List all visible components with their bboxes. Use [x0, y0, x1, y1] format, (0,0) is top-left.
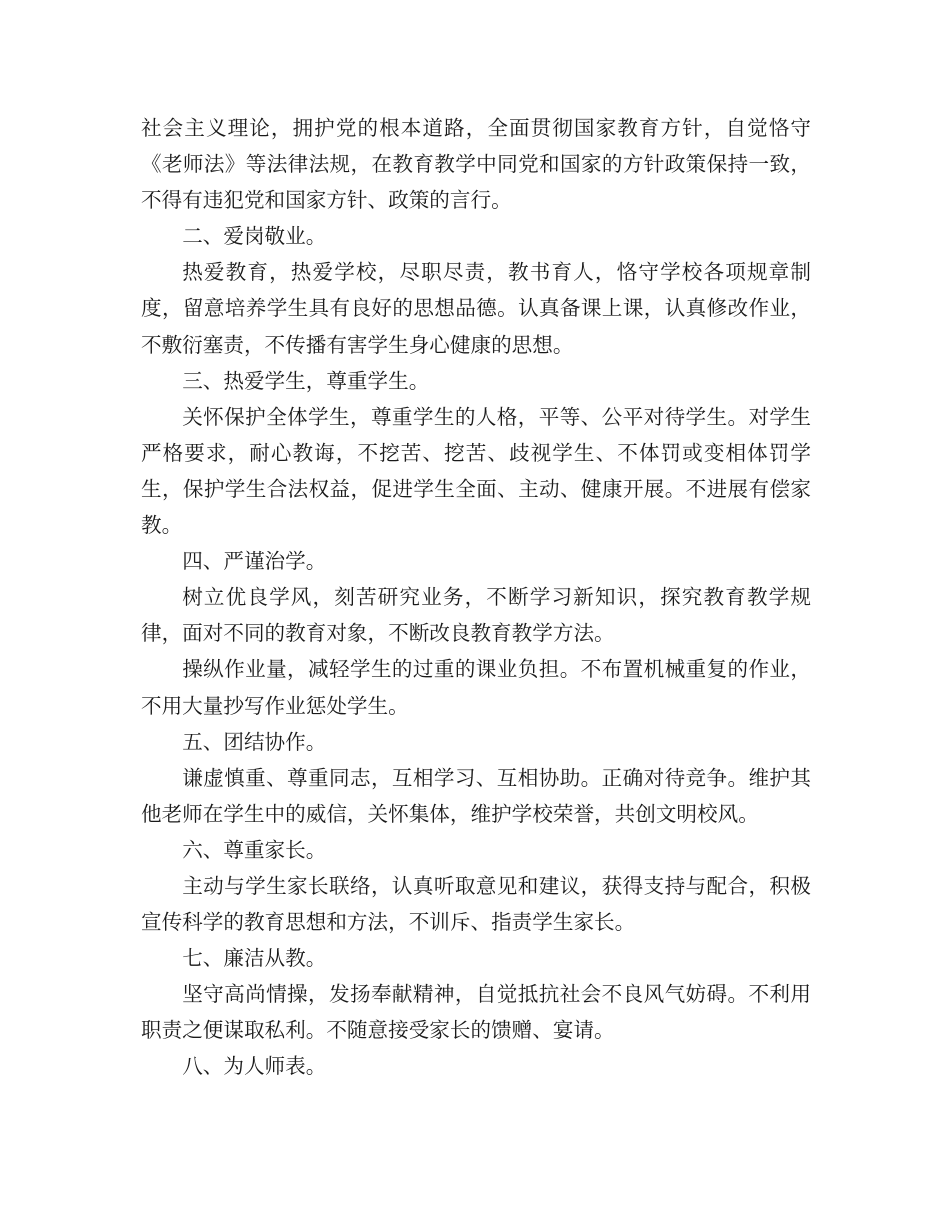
paragraph-6: 主动与学生家长联络，认真听取意见和建议，获得支持与配合，积极宣传科学的教育思想和方法，不训斥、指责学生家长。	[141, 873, 811, 935]
document-page	[141, 110, 811, 1085]
heading-8: 八、为人师表。	[182, 1054, 327, 1079]
paragraph-4a: 树立优良学风，刻苦研究业务，不断学习新知识，探究教育教学规律，面对不同的教育对象，不断改良教育教学方法。	[141, 585, 811, 646]
heading-3: 三、热爱学生，尊重学生。	[182, 368, 430, 393]
heading-4: 四、严谨治学。	[182, 549, 327, 574]
heading-7: 七、廉洁从教。	[182, 946, 327, 971]
paragraph-7: 坚守高尚情操，发扬奉献精神，自觉抵抗社会不良风气妨碍。不利用职责之便谋取私利。不随意接受家长的馈赠、宴请。	[141, 982, 811, 1043]
paragraph-3: 关怀保护全体学生，尊重学生的人格，平等、公平对待学生。对学生严格要求，耐心教诲，不挖苦、挖苦、歧视学生、不体罚或变相体罚学生，保护学生合法权益，促进学生全面、主动、健康开展。不进展有偿家教。	[141, 404, 811, 538]
heading-5: 五、团结协作。	[182, 729, 327, 754]
paragraph-5: 谦虚慎重、尊重同志，互相学习、互相协助。正确对待竞争。维护其他老师在学生中的威信，关怀集体，维护学校荣誉，共创文明校风。	[141, 765, 811, 826]
heading-6: 六、尊重家长。	[182, 837, 327, 862]
paragraph-2: 热爱教育，热爱学校，尽职尽责，教书育人，恪守学校各项规章制度，留意培养学生具有良好的思想品德。认真备课上课，认真修改作业，不敷衍塞责，不传播有害学生身心健康的思想。	[141, 260, 811, 357]
heading-2: 二、爱岗敬业。	[182, 224, 327, 249]
paragraph-intro: 社会主义理论，拥护党的根本道路，全面贯彻国家教育方针，自觉恪守《老师法》等法律法规，在教育教学中同党和国家的方针政策保持一致，不得有违犯党和国家方针、政策的言行。	[141, 116, 811, 213]
paragraph-4b: 操纵作业量，减轻学生的过重的课业负担。不布置机械重复的作业，不用大量抄写作业惩处学生。	[141, 657, 811, 718]
